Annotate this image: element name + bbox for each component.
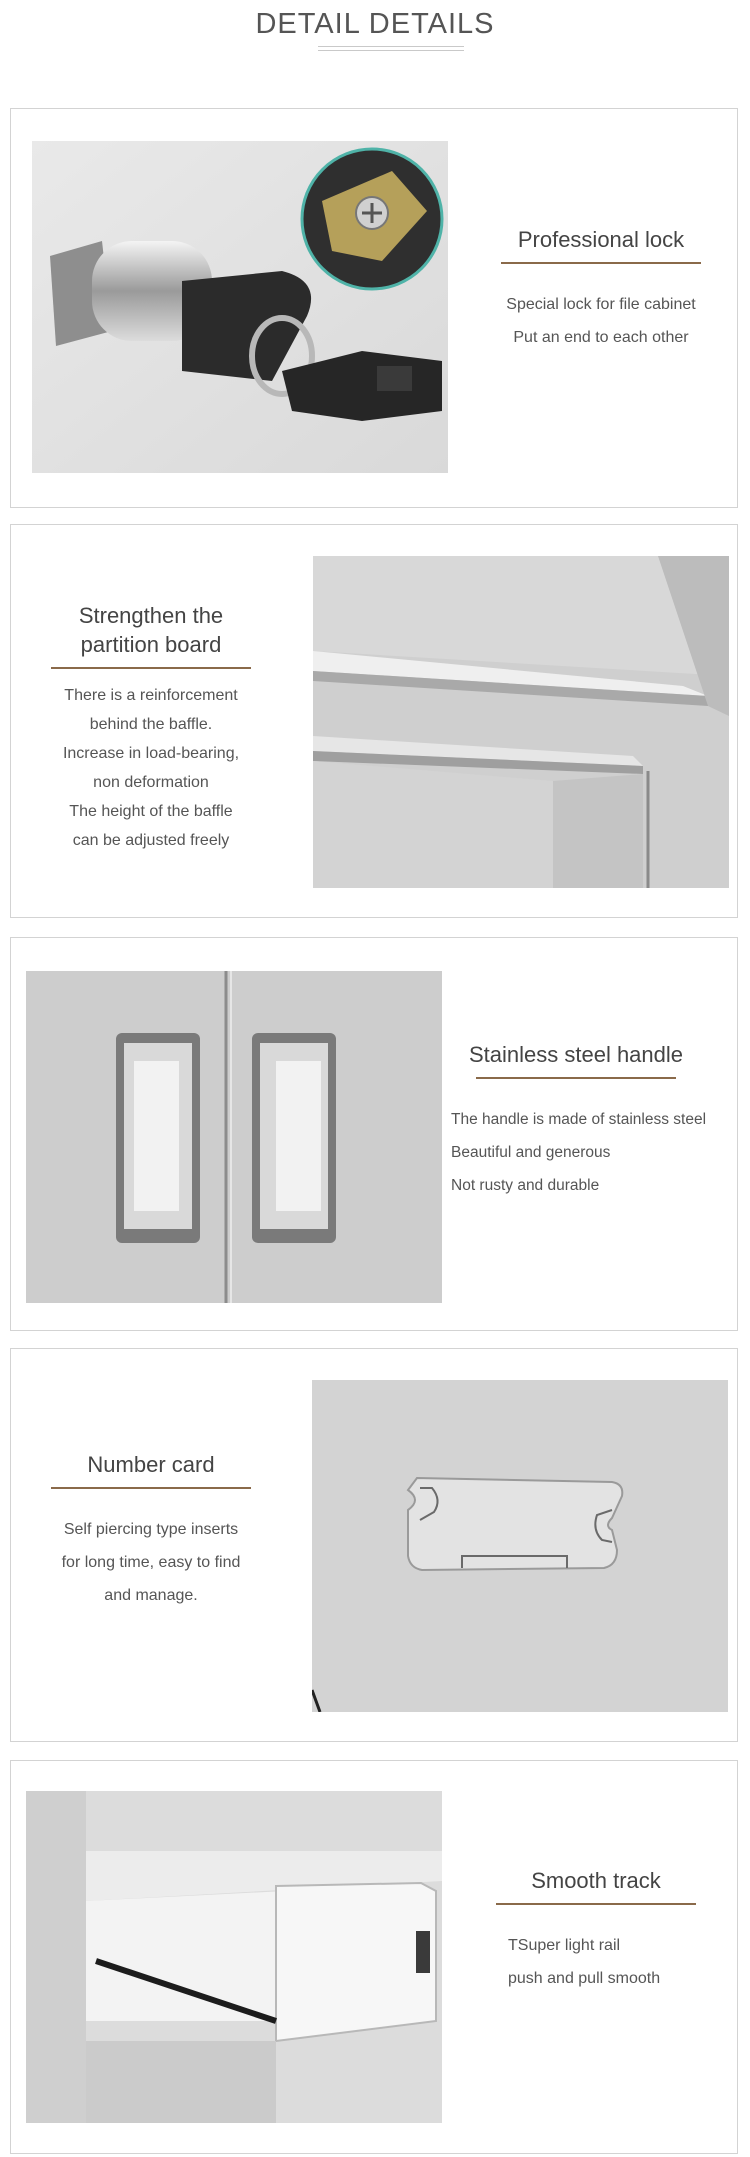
feature-title: Smooth track [531, 1868, 661, 1893]
title-decoration [318, 46, 464, 52]
feature-panel-smooth-track [10, 1760, 738, 2154]
feature-description: There is a reinforcement behind the baffle. Increase in load-bearing, non deformation The height of the baffle can be adjusted freely [62, 687, 240, 849]
title-rule [51, 1487, 251, 1489]
feature-panel-handle [10, 937, 738, 1331]
title-rule [51, 667, 251, 669]
feature-description: The handle is made of stainless steel Beautiful and generous Not rusty and durable [451, 1111, 707, 1194]
number-card-text [31, 1450, 271, 1612]
feature-title: Stainless steel handle [468, 1042, 684, 1067]
feature-description: Special lock for file cabinet Put an end to each other [506, 296, 696, 346]
title-rule [501, 262, 701, 264]
number-card-photo [312, 1380, 728, 1712]
feature-description: Self piercing type inserts for long time, easy to find and manage. [61, 1521, 241, 1604]
feature-title: Strengthen the partition board [78, 603, 224, 657]
smooth-track-photo [26, 1791, 442, 2123]
feature-description: TSuper light rail push and pull smooth [508, 1937, 661, 1987]
partition-text [31, 601, 271, 855]
title-rule [476, 1077, 676, 1079]
feature-panel-partition [10, 524, 738, 918]
feature-panel-lock [10, 108, 738, 508]
handle-photo [26, 971, 442, 1303]
feature-panel-number-card [10, 1348, 738, 1742]
partition-photo [313, 556, 729, 888]
lock-photo [32, 141, 448, 473]
handle-text [451, 1040, 739, 1202]
page-title: DETAIL DETAILS [255, 8, 495, 40]
smooth-track-text [476, 1866, 716, 1995]
title-rule [496, 1903, 696, 1905]
lock-text [466, 225, 736, 354]
feature-title: Number card [87, 1452, 215, 1477]
feature-title: Professional lock [517, 227, 685, 252]
